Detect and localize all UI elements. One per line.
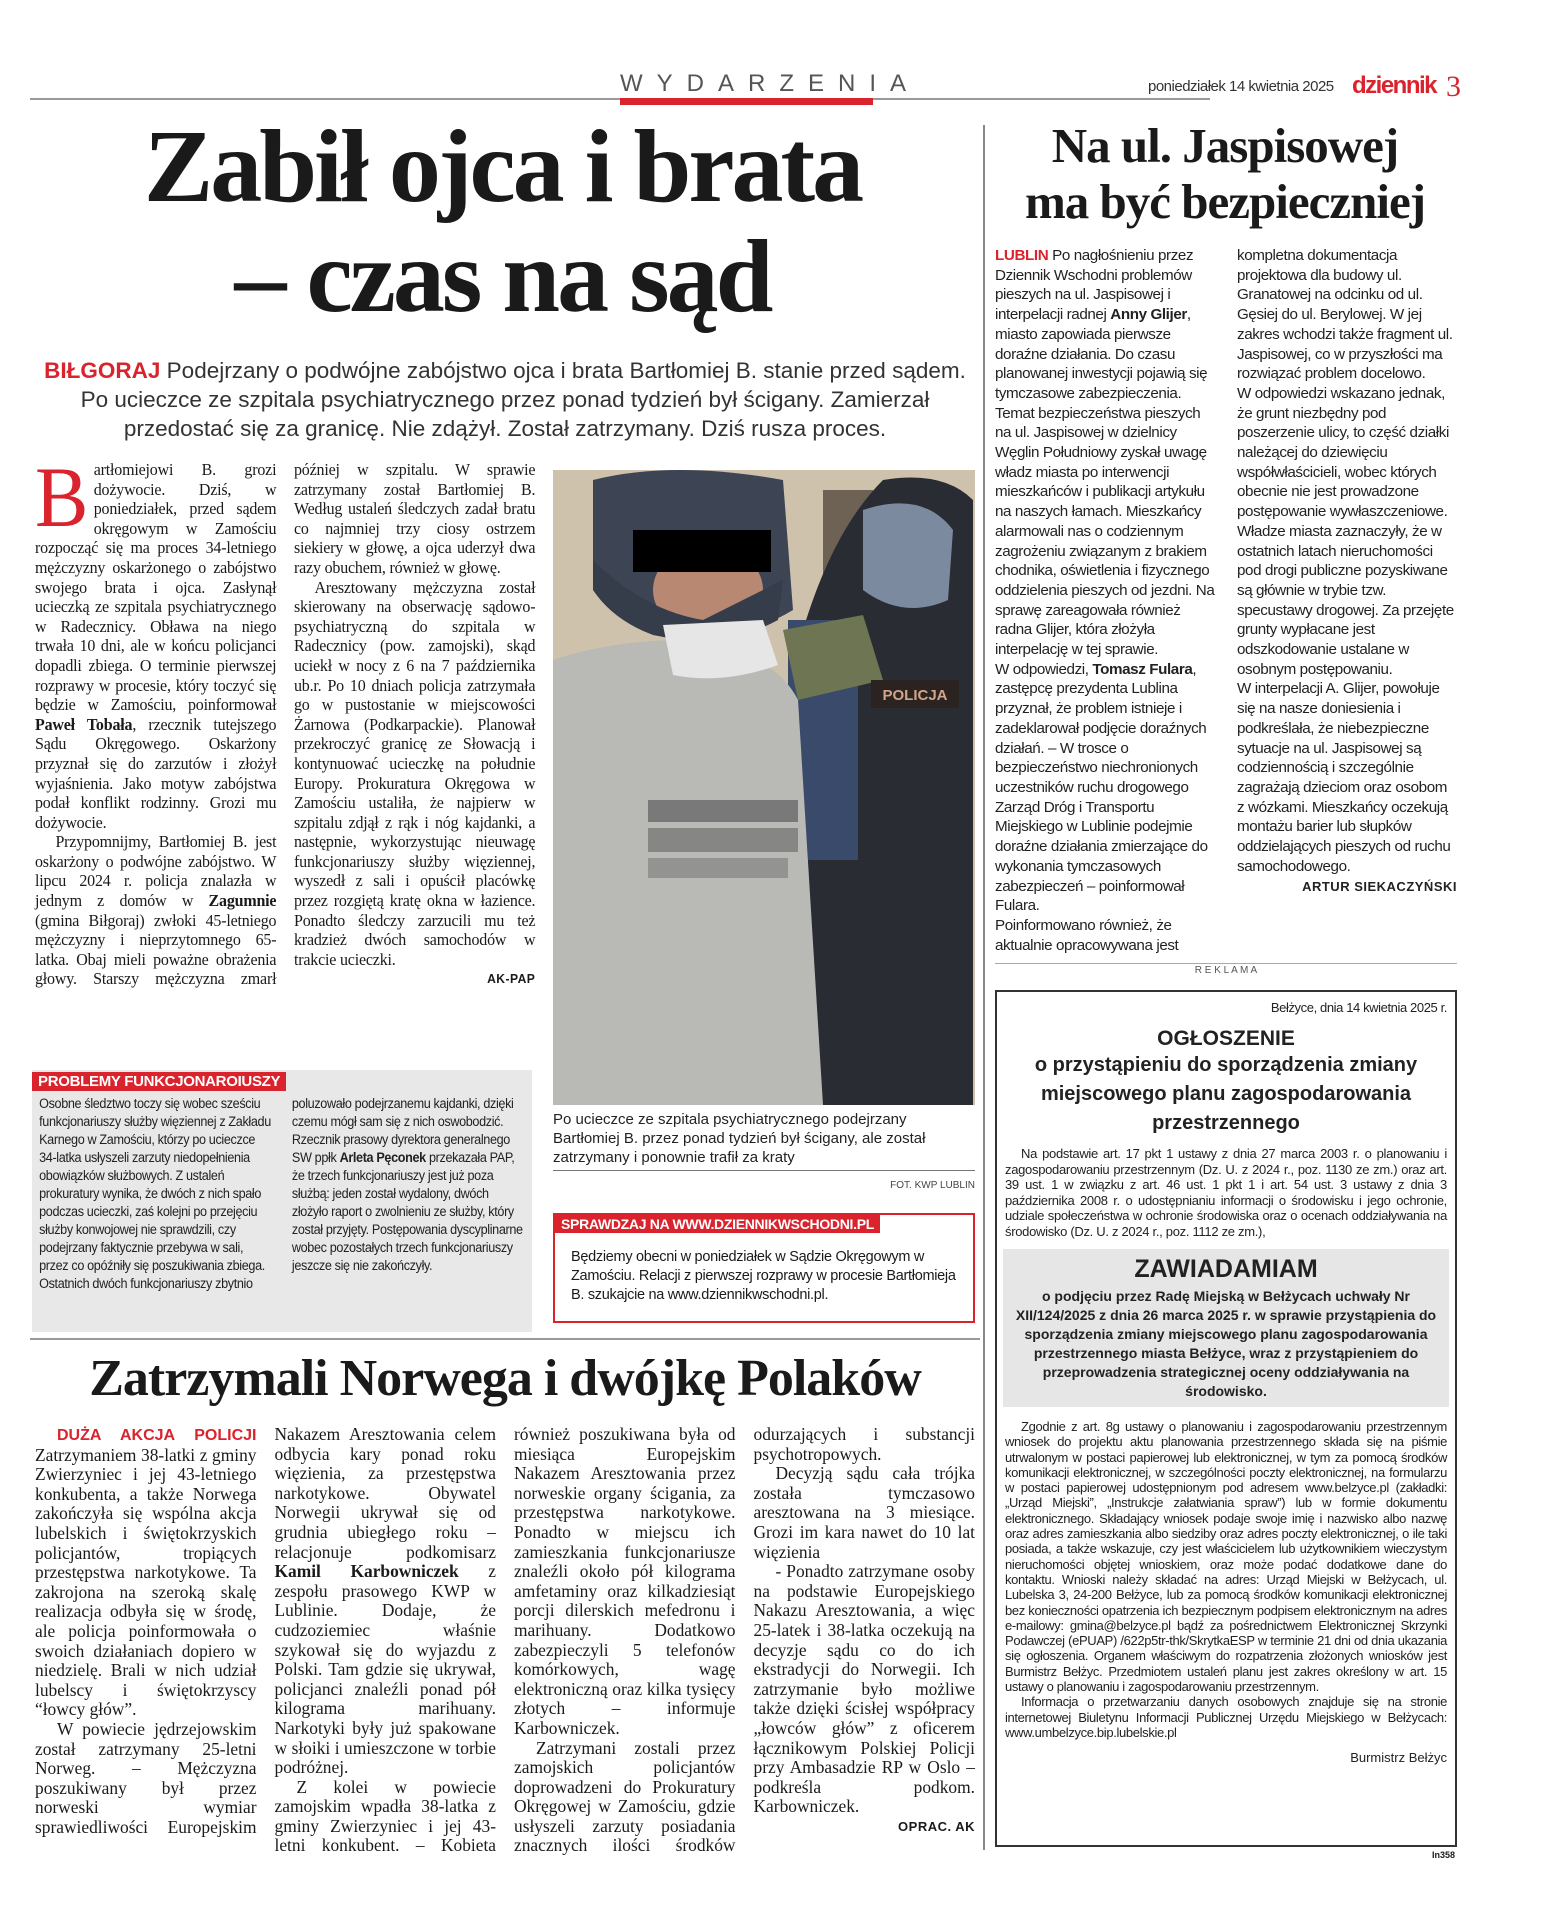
person-name: Arleta Pęconek: [339, 1150, 426, 1166]
text: W powiecie jędrzejowskim został zatrzymany 25-letni Norweg. – Mężczyzna poszukiwany był przez norweski wymiar sprawiedliwości Europejskim Nakazem Aresztowania celem odbycia kary ponad roku więzienia, za przestępstwa narkotykowe. Obywatel Norwegii ukrywał się od grudnia ubiegłego roku – relacjonuje podkomisarz: [35, 1424, 496, 1837]
paragraph: [995, 246, 1215, 404]
section-label: WYDARZENIA: [620, 70, 921, 97]
text: Zatrzymaniem 38-latki z gminy Zwierzyniec i jej 43-letniego konkubenta, a także Norwega zakończyła się wspólna akcja lubelskich i świętokrzyskich policjantów, tropiących przestępstwa narkotykowe. Ta zakrojona na szeroką skalę realizacja odbyła się w środę, ale policja poinformowała o swoich działaniach dopiero w niedzielę. Brali w nich udział lubelscy i świętokrzyscy “łowcy głów”.: [35, 1444, 257, 1720]
photo-credit: FOT. KWP LUBLIN: [890, 1180, 975, 1191]
person-name: Anny Glijer: [1110, 306, 1187, 324]
main-lead: [30, 356, 980, 443]
dateline-place: LUBLIN: [995, 247, 1049, 264]
text: , miasto zapowiada pierwsze doraźne działania. Do czasu planowanej inwestycji pojawią się tymczasowe zabezpieczenia.: [995, 306, 1208, 402]
ad-signature: Burmistrz Bełżyc: [1350, 1750, 1447, 1766]
ad-paragraph: Zgodnie z art. 8g ustawy o planowaniu i zagospodarowaniu przestrzennym wniosek do projektu aktu planowania przestrzennego składa się na piśmie utrwalonym w postaci papierowej lub elektronicznej, w tym za pomocą środków komunikacji elektronicznej, w szczególności poczty elektronicznej, na formularzu w postaci papierowej udostępnionym pod adresem www.belzyce.pl (zakładki: „Urząd Miejski”, „Instrukcje załatwiania spraw”) lub w formie dokumentu elektronicznego. Składający wniosek podaje swoje imię i nazwisko albo nazwę oraz adres zamieszkania albo siedziby oraz adres poczty elektronicznej, o ile taki posiada, a także wskazuje, czy jest właścicielem lub użytkownikiem wieczystym nieruchomości objętej wnioskiem, oraz może podać dodatkowe dane do kontaktu. Wnioski należy składać na adres: Urząd Miejski w Bełżycach, ul. Lubelska 3, 24-200 Bełżyce, lub za pomocą środków komunikacji elektronicznej bez konieczności opatrzenia ich bezpiecznym podpisem elektronicznym na adres e-mailowy: gmina@belzyce.pl bądź za pośrednictwem Elektronicznej Skrzynki Podawczej (ePUAP) /622p5tr-thk/SkrytkaESP w terminie 21 dni od dnia ukazania się ogłoszenia. Organem właściwym do rozpatrzenia złożonych wniosków jest Burmistrz Bełżyc. Przedmiotem ustaleń planu jest zakres określony w art. 15 ustawy o planowaniu i zagospodarowaniu przestrzennym.: [1005, 1419, 1447, 1695]
text: Osobne śledztwo toczy się wobec sześciu funkcjonariuszy służby więziennej z Zakładu Karnego w Zamościu, którzy po ucieczce 34-latka usłyszeli zarzuty niedopełnienia obowiązków służbowych. Z ustaleń prokuratury wynika, że dwóch z nich spało podczas ucieczki, zaś kolejni po przejęciu służby konwojowej nie sprawdzili, czy podejrzany faktycznie przebywa w sali, przez co opóźniły się poszukiwania zbiega. Ostatnich dwóch funkcjonariuszy zbytnio poluzowało podejrzanemu kajdanki, dzięki czemu mógł sam się z nich oswobodzić. Rzecznik prasowy dyrektora generalnego SW ppłk: [39, 1096, 514, 1292]
person-name: Kamil Karbowniczek: [274, 1561, 459, 1582]
article-photo: [553, 470, 975, 1105]
person-name: Tomasz Fulara: [1092, 660, 1193, 678]
text: z zespołu prasowego KWP w Lublinie. Dodaje, że cudzoziemiec właśnie szykował się do wyjazdu z Polski. Tam gdzie się ukrywał, policjanci znaleźli ponad pół kilograma marihuany. Narkotyki były już spakowane w słoiki i umieszczone w torbie podróżnej.: [274, 1561, 496, 1778]
bottom-article-body: [35, 1425, 975, 1856]
ad-notice-text: o podjęciu przez Radę Miejską w Bełżycach uchwały Nr XII/124/2025 z dnia 26 marca 2025 r. w sprawie przystąpienia do sporządzenia zmiany miejscowego planu zagospodarowania przestrzennego miasta Bełżyce, wraz z przystąpieniem do przeprowadzenia strategicznej oceny oddziaływania na środowisko.: [1015, 1288, 1437, 1399]
text: , zastępcę prezydenta Lublina przyznał, że problem istnieje i zadeklarował podjęcie doraźnych działań. – W trosce o bezpieczeństwo niechronionych uczestników ruchu drogowego Zarząd Dróg i Transportu Miejskiego w Lublinie podejmie doraźne działania zmierzające do wykonania tymczasowych zabezpieczeń – poinformował Fulara.: [995, 660, 1208, 915]
ad-paragraph: Informacja o przetwarzaniu danych osobowych znajduje się na stronie internetowej Biuletynu Informacji Publicznej Urzędu Miejskiego w Bełżycach: www.umbelzyce.bip.lubelskie.pl: [1005, 1694, 1447, 1740]
vest-label: POLICJA: [882, 687, 948, 704]
advertisement: [995, 990, 1457, 1847]
promo-title[interactable]: SPRAWDZAJ NA WWW.DZIENNIKWSCHODNI.PL: [555, 1215, 880, 1233]
photo-caption: Po ucieczce ze szpitala psychiatrycznego podejrzany Bartłomiej B. przez ponad tydzień był ścigany, ale został zatrzymany i ponownie trafił za kraty: [553, 1110, 975, 1171]
ad-title: OGŁOSZENIE: [1157, 1027, 1295, 1050]
kicker: DUŻA AKCJA POLICJI: [57, 1427, 257, 1444]
ad-place-date: Bełżyce, dnia 14 kwietnia 2025 r.: [1270, 1000, 1447, 1015]
right-headline-line1: Na ul. Jaspisowej: [1051, 118, 1399, 173]
ad-paragraph: Na podstawie art. 17 pkt 1 ustawy z dnia 27 marca 2003 r. o planowaniu i zagospodarowaniu przestrzennym (Dz. U. z 2024 r., poz. 1130 ze zm.) oraz art. 39 ust. 1 w związku z art. 46 ust. 1 pkt 1 i art. 54 ust. 3 ustawy z dnia 3 października 2008 r. o udostępnianiu informacji o środowisku i jego ochronie, udziale społeczeństwa w ochronie środowiska oraz o ocenach oddziaływania na środowisko (Dz. U. z 2024 r., poz. 1112 ze zm.),: [1005, 1146, 1447, 1239]
byline: AK-PAP: [487, 971, 536, 987]
place-name: Zagumnie: [208, 891, 277, 911]
ad-label: [995, 965, 1457, 976]
text: (gmina Biłgoraj) zwłoki 45-letniego mężczyzny i nieprzytomnego 65-latka. Obaj mieli poważne obrażenia głowy. Starszy mężczyzna zmarł później w szpitalu. W sprawie zatrzymany został Bartłomiej B. Według ustaleń śledczych zadał bratu co najmniej trzy ciosy ostrzem siekiery w głowę, a ojca uderzył dwa razy obuchem, również w głowę.: [35, 460, 536, 989]
paragraph: Temat bezpieczeństwa pieszych na ul. Jaspisowej w dzielnicy Węglin Południowy zyskał uwagę władz miasta po interwencji mieszkańców i publikacji artykułu na naszych łamach. Mieszkańcy alarmowali nas o codziennym zagrożeniu związanym z brakiem chodnika, oświetlenia i fizycznego oddzielenia pieszych od jezdni. Na sprawę zareagowała również radna Glijer, która złożyła interpelację w tej sprawie.: [995, 404, 1215, 659]
paragraph: Aresztowany mężczyzna został skierowany na obserwację sądowo-psychiatryczną do szpitala w Radecznicy (pow. zamojski), skąd uciekł w nocy z 6 na 7 października ub.r. Po 10 dniach policja zatrzymała go w pustostanie w miejscowości Żarnowa (Podkarpackie). Planował przekroczyć granicę ze Słowacją i kontynuować ucieczkę na południe Europy. Prokuratura Okręgowa w Zamościu ustaliła, że najpierw w szpitalu zdjął z rąk i nóg kajdanki, a następnie, wykorzystując nieuwagę funkcjonariuszy służby więziennej, wyszedł z sali i opuścił placówkę przez rozgiętą kratę okna w łazience. Ponadto śledczy zarzucili mu też kradzież dwóch samochodów w trakcie ucieczki.: [294, 577, 536, 969]
byline: ARTUR SIEKACZYŃSKI: [1302, 878, 1457, 894]
person-name: Paweł Tobała: [35, 714, 133, 734]
photo-image: [553, 470, 975, 1105]
text: , rzecznik tutejszego Sądu Okręgowego. Oskarżony przyznał się do zarzutów i złożył wyjaśnienia. Jako motyw zabójstwa podał konflikt rodzinny. Grozi mu dożywocie.: [35, 714, 277, 832]
bottom-headline: Zatrzymali Norwega i dwójkę Polaków: [89, 1350, 921, 1407]
main-headline-line2: – czas na sąd: [234, 219, 771, 334]
ad-notice-title: ZAWIADAMIAM: [1134, 1255, 1318, 1283]
ad-label-text: R E K L A M A: [1187, 965, 1265, 976]
paragraph: Z kolei w powiecie zamojskim wpadła 38-latka z gminy Zwierzyniec i jej 43-letni konkubent. – Kobieta również poszukiwana była od miesiąca Europejskim Nakazem Aresztowania przez norweskie organy ścigania, za przestępstwa narkotykowe. Ponadto w miejscu ich zamieszkania funkcjonariusze znaleźli około pół kilograma amfetaminy oraz kilkadziesiąt porcji dilerskich mefedronu i marihuany. Dodatkowo zabezpieczyli 5 telefonów komórkowych, wagę elektroniczną oraz kilka tysięcy złotych – informuje Karbowniczek.: [274, 1424, 736, 1856]
text: Po nagłośnieniu przez Dziennik Wschodni problemów pieszych na ul. Jaspisowej i interpelacji radnej: [995, 247, 1194, 324]
sidebar-box: [32, 1070, 532, 1332]
text: przekazała PAP, że trzech funkcjonariuszy jest już poza służbą: jeden został wydalony, dwóch złożyło raport o zwolnieniu ze służby, który został przyjęty. Postępowania dyscyplinarne wobec pozostałych trzech funkcjonariuszy jeszcze się nie zakończyły.: [291, 1150, 523, 1274]
right-headline-line2: ma być bezpieczniej: [1024, 174, 1426, 229]
paragraph: [995, 660, 1215, 916]
lead-text: Podejrzany o podwójne zabójstwo ojca i brata Bartłomiej B. stanie przed sądem. Po ucieczce ze szpitala psychiatrycznego przez ponad tydzień był ścigany. Zamierzał przedostać się za granicę. Nie zdążył. Został zatrzymany. Dziś rusza proces.: [80, 358, 966, 441]
paragraph: [35, 1425, 257, 1720]
ad-code: In358: [1431, 1850, 1455, 1860]
newspaper-logo: dziennik: [1352, 72, 1437, 99]
ad-notice-box: [1003, 1249, 1449, 1407]
sidebar-title: PROBLEMY FUNKCJONAROIUSZY: [32, 1072, 286, 1091]
drop-cap: B: [35, 449, 89, 545]
text: artłomiejowi B. grozi dożywocie. Dziś, w poniedziałek, przed sądem okręgowym w Zamościu rozpocząć się ma proces 34-letniego mężczyzny oskarżonego o zabójstwo swojego brata i ojca. Zasłynął ucieczką ze szpitala psychiatrycznego w Radecznicy. Obława na niego trwała 10 dni, ale w końcu policjanci dopadli zbiega. O terminie pierwszej rozprawy w procesie, który toczyć się będzie w Zamościu, poinformował: [35, 460, 277, 715]
promo-text: Będziemy obecni w poniedziałek w Sądzie Okręgowym w Zamościu. Relacji z pierwszej rozprawy w procesie Bartłomieja B. szukajcie na www.dziennikwschodni.pl.: [571, 1249, 956, 1303]
paragraph: [35, 449, 277, 832]
ad-subtitle: o przystąpieniu do sporządzenia zmiany miejscowego planu zagospodarowania przestrzennego: [1034, 1054, 1418, 1134]
ad-rule: [995, 963, 1457, 964]
paragraph: Poinformowano również, że aktualnie opracowywana jest kompletna dokumentacja projektowa dla budowy ul. Granatowej na odcinku od ul. Gęsiej do ul. Berylowej. W jej zakres wchodzi także fragment ul. Jaspisowej, co w przyszłości ma rozwiązać problem docelowo.: [995, 247, 1453, 954]
main-article-body: [35, 449, 536, 989]
byline: OPRAC. AK: [898, 1818, 975, 1834]
right-headline: [990, 118, 1460, 230]
paragraph: Zatrzymani zostali przez zamojskich policjantów doprowadzeni do Prokuratury Okręgowej w Zamościu, gdzie usłyszeli zarzuty posiadania znacznych ilości środków odurzających i substancji psychotropowych.: [514, 1424, 975, 1856]
paragraph: - Ponadto zatrzymane osoby na podstawie Europejskiego Nakazu Aresztowania, a więc 25-latek i 38-latka oczekują na decyzje sądu co do ich ekstradycji do Norwegii. Ich zatrzymanie było możliwe także dzięki ścisłej współpracy „łowców głów” z oficerem łącznikowym Polskiej Policji przy Ambasadzie RP w Oslo – podkreśla podkom. Karbowniczek.: [753, 1561, 975, 1817]
right-article-body: [995, 246, 1457, 962]
section-bar: [620, 98, 873, 105]
paragraph: Decyzją sądu cała trójka została tymczasowo aresztowana na 3 miesiące. Grozi im kara nawet do 10 lat więzienia: [753, 1463, 975, 1562]
main-headline-line1: Zabił ojca i brata: [143, 109, 862, 224]
column-divider: [983, 125, 985, 1850]
promo-box: [553, 1213, 975, 1323]
sidebar-text: [32, 1091, 532, 1293]
page-number: 3: [1446, 70, 1461, 103]
issue-date: poniedziałek 14 kwietnia 2025: [1148, 78, 1334, 95]
text: W odpowiedzi,: [995, 660, 1093, 678]
section-rule: [30, 1338, 980, 1340]
paragraph: W interpelacji A. Glijer, powołuje się na nasze doniesienia i podkreślała, że niebezpieczne sytuacje na ul. Jaspisowej są codziennością i szczególnie zagrażają dzieciom oraz osobom z wózkami. Mieszkańcy oczekują montażu barier lub słupków oddzielających pieszych od ruchu samochodowego.: [1237, 680, 1451, 875]
text: Przypomnijmy, Bartłomiej B. jest oskarżony o podwójne zabójstwo. W lipcu 2024 r. policja znalazła w jednym z domów w: [35, 832, 277, 911]
lead-place: BIŁGORAJ: [44, 358, 161, 383]
paragraph: W odpowiedzi wskazano jednak, że grunt niezbędny pod poszerzenie ulicy, to część działki należącej do dziewięciu współwłaścicieli, wobec których obecnie nie jest prowadzone postępowanie wywłaszczeniowe. Władze miasta zaznaczyły, że w ostatnich latach nieruchomości pod drogi publiczne pozyskiwane są głównie w trybie tzw. specustawy drogowej. Za przejęte grunty wypłacane jest odszkodowanie ustalane w osobnym postępowaniu.: [1237, 384, 1454, 678]
